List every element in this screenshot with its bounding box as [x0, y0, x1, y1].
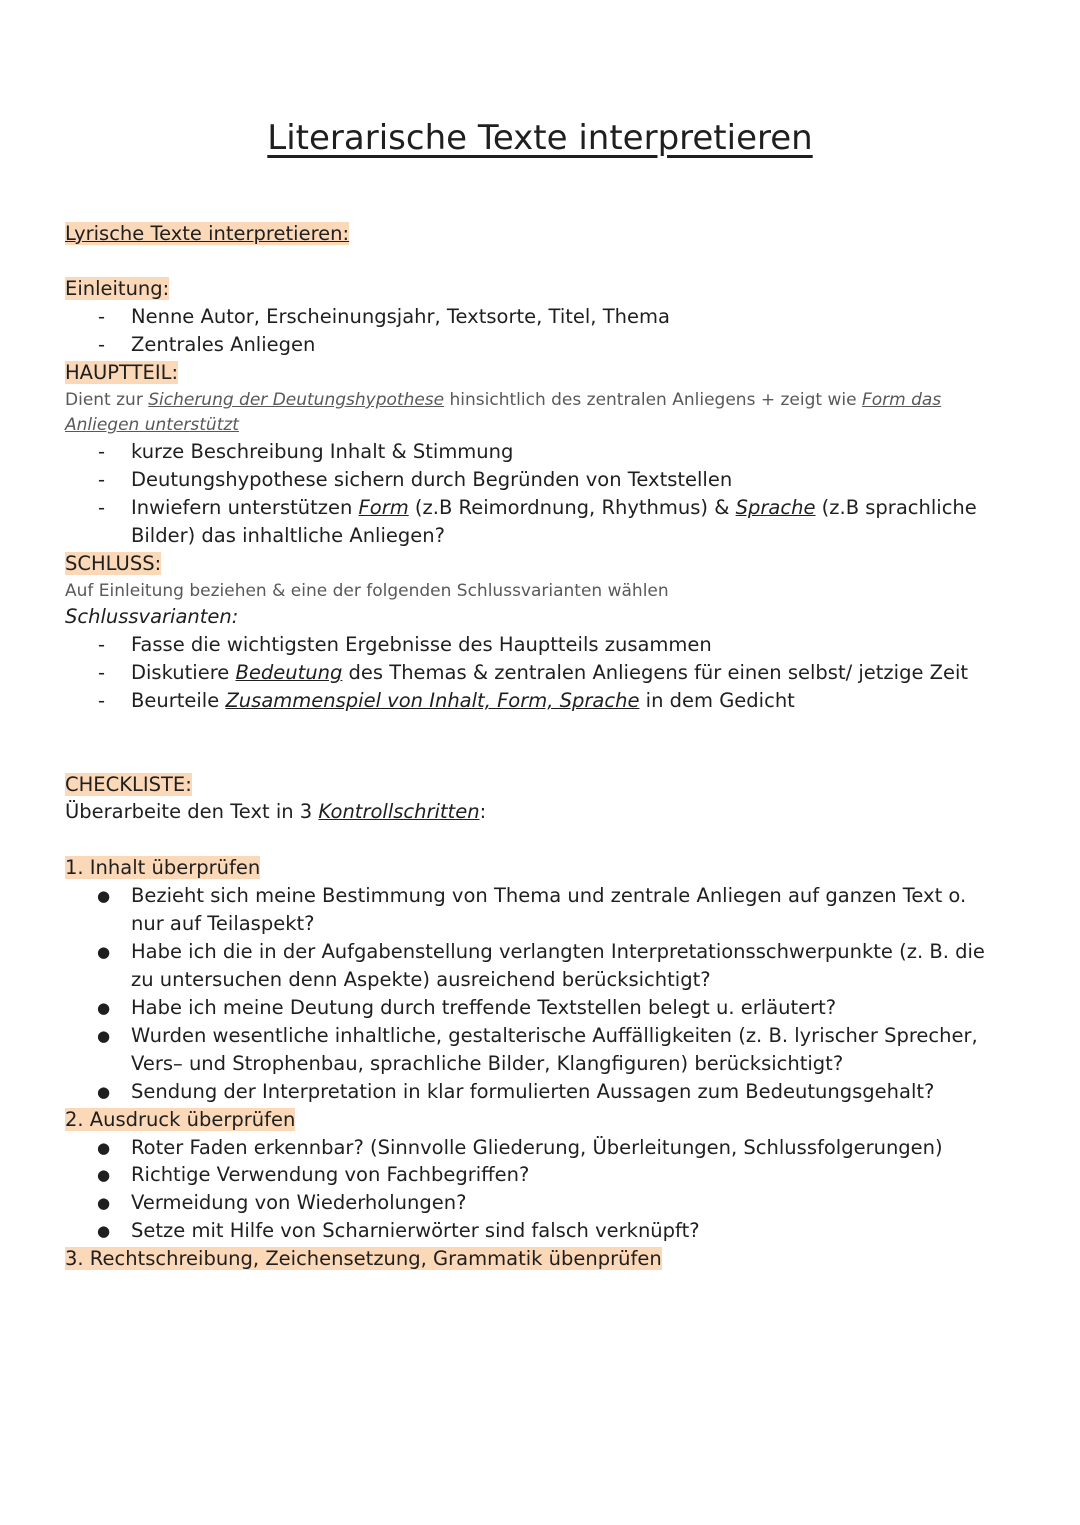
list-item: Setze mit Hilfe von Scharnierwörter sind falsch verknüpft? [131, 1219, 700, 1242]
item-text: des Themas & zentralen Anliegens für einen selbst/ jetzige Zeit [342, 661, 969, 684]
item-text: (z.B sprachliche [815, 496, 977, 519]
list-item-cont: Vers– und Strophenbau, sprachliche Bilder, Klangfiguren) berücksichtigt? [131, 1052, 844, 1075]
list-item [131, 687, 795, 715]
checklist-intro [65, 798, 486, 826]
bullet-marker: ● [97, 999, 111, 1017]
item-emphasis: Zusammenspiel von Inhalt, Form, Sprache [225, 689, 640, 712]
item-emphasis: Bedeutung [235, 661, 343, 684]
dash-marker: - [98, 496, 106, 519]
step2-heading [65, 1106, 295, 1134]
step1-heading-text: 1. Inhalt überprüfen [65, 856, 261, 879]
list-item: Bezieht sich meine Bestimmung von Thema und zentrale Anliegen auf ganzen Text o. [131, 884, 967, 907]
list-item: Zentrales Anliegen [131, 333, 316, 356]
note-text: hinsichtlich des zentralen Anliegens + zeigt wie [444, 390, 862, 410]
dash-marker: - [98, 468, 106, 491]
bullet-marker: ● [97, 1139, 111, 1157]
dash-marker: - [98, 633, 106, 656]
list-item: Nenne Autor, Erscheinungsjahr, Textsorte, Titel, Thema [131, 305, 670, 328]
einleitung-heading-text: Einleitung: [65, 277, 170, 300]
bullet-marker: ● [97, 1083, 111, 1101]
schluss-heading-text: SCHLUSS: [65, 552, 162, 575]
list-item: Habe ich die in der Aufgabenstellung verlangten Interpretationsschwerpunkte (z. B. die [131, 940, 985, 963]
list-item-cont: Bilder) das inhaltliche Anliegen? [131, 524, 445, 547]
list-item [131, 494, 977, 522]
bullet-marker: ● [97, 1194, 111, 1212]
schlussvarianten-label: Schlussvarianten: [65, 605, 239, 628]
item-emphasis: Form [358, 496, 409, 519]
list-item: Wurden wesentliche inhaltliche, gestalterische Auffälligkeiten (z. B. lyrischer Sprecher, [131, 1024, 978, 1047]
dash-marker: - [98, 689, 106, 712]
item-emphasis: Sprache [735, 496, 816, 519]
section-heading-lyric [65, 220, 349, 248]
list-item: kurze Beschreibung Inhalt & Stimmung [131, 440, 514, 463]
note-emphasis: Form das [861, 390, 942, 410]
schluss-heading [65, 550, 161, 578]
bullet-marker: ● [97, 1027, 111, 1045]
hauptteil-heading-text: HAUPTTEIL: [65, 361, 179, 384]
item-text: Inwiefern unterstützen [131, 496, 359, 519]
page-title: Literarische Texte interpretieren [267, 118, 813, 158]
dash-marker: - [98, 661, 106, 684]
dash-marker: - [98, 333, 106, 356]
intro-text: Überarbeite den Text in 3 [65, 800, 319, 823]
list-item: Vermeidung von Wiederholungen? [131, 1191, 467, 1214]
item-text: Diskutiere [131, 661, 236, 684]
step1-heading [65, 854, 260, 882]
intro-text: : [479, 800, 487, 823]
dash-marker: - [98, 440, 106, 463]
list-item-cont: zu untersuchen denn Aspekte) ausreichend berücksichtigt? [131, 968, 711, 991]
checklist-heading-text: CHECKLISTE: [65, 773, 192, 796]
hauptteil-note [65, 386, 941, 414]
item-text: in dem Gedicht [639, 689, 795, 712]
item-text: (z.B Reimordnung, Rhythmus) & [408, 496, 736, 519]
list-item: Richtige Verwendung von Fachbegriffen? [131, 1163, 530, 1186]
bullet-marker: ● [97, 1222, 111, 1240]
schluss-note: Auf Einleitung beziehen & eine der folgenden Schlussvarianten wählen [65, 581, 669, 601]
hauptteil-heading [65, 359, 178, 387]
step3-heading [65, 1245, 662, 1273]
list-item: Habe ich meine Deutung durch treffende Textstellen belegt u. erläutert? [131, 996, 837, 1019]
list-item [131, 659, 968, 687]
checklist-heading [65, 771, 192, 799]
bullet-marker: ● [97, 943, 111, 961]
hauptteil-note-cont [65, 411, 239, 439]
step3-heading-text: 3. Rechtschreibung, Zeichensetzung, Grammatik übenprüfen [65, 1247, 662, 1270]
list-item: Fasse die wichtigsten Ergebnisse des Hauptteils zusammen [131, 633, 712, 656]
note-emphasis: Sicherung der Deutungshypothese [148, 390, 445, 410]
bullet-marker: ● [97, 1166, 111, 1184]
dash-marker: - [98, 305, 106, 328]
list-item: Sendung der Interpretation in klar formulierten Aussagen zum Bedeutungsgehalt? [131, 1080, 935, 1103]
list-item-cont: nur auf Teilaspekt? [131, 912, 315, 935]
list-item: Roter Faden erkennbar? (Sinnvolle Gliederung, Überleitungen, Schlussfolgerungen) [131, 1136, 943, 1159]
note-text: Dient zur [65, 390, 149, 410]
step2-heading-text: 2. Ausdruck überprüfen [65, 1108, 296, 1131]
bullet-marker: ● [97, 887, 111, 905]
lyric-heading-text: Lyrische Texte interpretieren: [65, 222, 350, 245]
note-emphasis: Anliegen unterstützt [65, 415, 239, 435]
list-item: Deutungshypothese sichern durch Begründen von Textstellen [131, 468, 733, 491]
einleitung-heading [65, 275, 169, 303]
item-text: Beurteile [131, 689, 226, 712]
intro-emphasis: Kontrollschritten [318, 800, 480, 823]
